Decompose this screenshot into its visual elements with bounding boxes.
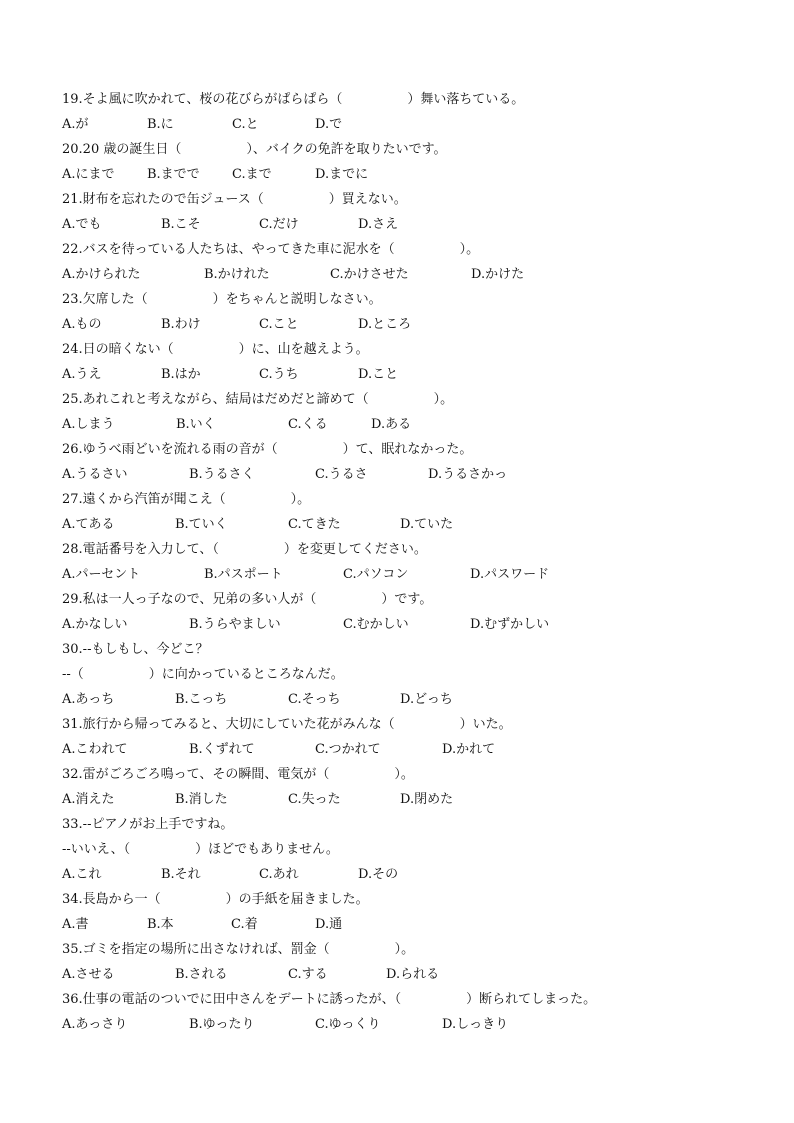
question-stem: 25.あれこれと考えながら、結局はだめだと諦めて（ ）。 xyxy=(62,392,454,407)
answer-option-b: B.パスポート xyxy=(204,567,283,582)
answer-option-a: A.にまで xyxy=(62,167,115,182)
answer-option-a: A.書 xyxy=(62,917,89,932)
answer-option-d: D.むずかしい xyxy=(470,617,550,632)
answer-option-d: D.で xyxy=(315,117,343,132)
answer-options xyxy=(62,317,762,333)
answer-option-b: B.うるさく xyxy=(189,467,255,482)
answer-option-b: B.ゆったり xyxy=(189,1017,255,1032)
answer-options xyxy=(62,417,762,433)
question-stem: 23.欠席した（ ）をちゃんと説明しなさい。 xyxy=(62,292,382,307)
answer-option-c: C.かけさせた xyxy=(330,267,409,282)
answer-option-d: D.ていた xyxy=(400,517,454,532)
answer-option-a: A.かけられた xyxy=(62,267,141,282)
answer-option-b: B.くずれて xyxy=(189,742,255,757)
answer-option-a: A.が xyxy=(62,117,89,132)
answer-option-d: D.しっきり xyxy=(442,1017,509,1032)
answer-option-d: D.こと xyxy=(358,367,399,382)
answer-option-a: A.かなしい xyxy=(62,617,128,632)
answer-option-b: B.うらやましい xyxy=(189,617,281,632)
question-stem: 21.財布を忘れたので缶ジュース（ ）買えない。 xyxy=(62,192,407,207)
answer-option-d: D.どっち xyxy=(400,692,453,707)
answer-option-c: C.と xyxy=(232,117,259,132)
answer-option-c: C.ゆっくり xyxy=(315,1017,381,1032)
question-stem: 20.20 歳の誕生日（ ）、バイクの免許を取りたいです。 xyxy=(62,142,447,157)
answer-options xyxy=(62,867,762,883)
answer-option-b: B.までで xyxy=(147,167,200,182)
answer-option-c: C.する xyxy=(288,967,328,982)
answer-option-c: C.パソコン xyxy=(343,567,409,582)
answer-option-d: D.うるさかっ xyxy=(428,467,508,482)
answer-option-d: D.さえ xyxy=(358,217,399,232)
question-stem: 32.雷がごろごろ鳴って、その瞬間、電気が（ ）。 xyxy=(62,767,414,782)
answer-option-b: B.はか xyxy=(161,367,201,382)
answer-option-c: C.まで xyxy=(232,167,272,182)
answer-option-a: A.あっち xyxy=(62,692,115,707)
answer-option-a: A.しまう xyxy=(62,417,115,432)
question-stem: 34.長島から一（ ）の手紙を届きました。 xyxy=(62,892,369,907)
answer-option-c: C.うち xyxy=(259,367,299,382)
answer-option-c: C.むかしい xyxy=(343,617,409,632)
answer-options xyxy=(62,692,762,708)
answer-options xyxy=(62,367,762,383)
question-stem: 29.私は一人っ子なので、兄弟の多い人が（ ）です。 xyxy=(62,592,433,607)
answer-options xyxy=(62,467,762,483)
answer-options xyxy=(62,792,762,808)
answer-option-a: A.消えた xyxy=(62,792,115,807)
answer-option-c: C.こと xyxy=(259,317,299,332)
answer-option-a: A.これ xyxy=(62,867,102,882)
answer-option-c: C.そっち xyxy=(288,692,341,707)
answer-option-d: D.通 xyxy=(315,917,343,932)
question-stem: 36.仕事の電話のついでに田中さんをデートに誘ったが、（ ）断られてしまった。 xyxy=(62,992,597,1007)
answer-option-b: B.ていく xyxy=(175,517,228,532)
answer-options xyxy=(62,1017,762,1033)
answer-option-a: A.でも xyxy=(62,217,102,232)
question-stem: 24.日の暗くない（ ）に、山を越えよう。 xyxy=(62,342,369,357)
answer-options xyxy=(62,267,762,283)
answer-option-d: D.られる xyxy=(386,967,440,982)
answer-options xyxy=(62,967,762,983)
answer-option-b: B.に xyxy=(147,117,174,132)
answer-option-a: A.てある xyxy=(62,517,115,532)
answer-options xyxy=(62,742,762,758)
question-stem: 19.そよ風に吹かれて、桜の花びらがぱらぱら（ ）舞い落ちている。 xyxy=(62,92,525,107)
answer-option-b: B.本 xyxy=(147,917,174,932)
answer-option-b: B.消した xyxy=(175,792,228,807)
question-stem: 33.--ピアノがお上手ですね。 xyxy=(62,817,234,832)
answer-option-a: A.うえ xyxy=(62,367,102,382)
answer-option-c: C.てきた xyxy=(288,517,341,532)
answer-option-b: B.される xyxy=(175,967,228,982)
answer-option-c: C.うるさ xyxy=(315,467,368,482)
answer-option-c: C.あれ xyxy=(259,867,299,882)
answer-option-a: A.うるさい xyxy=(62,467,128,482)
answer-option-d: D.閉めた xyxy=(400,792,454,807)
answer-options xyxy=(62,217,762,233)
answer-options xyxy=(62,617,762,633)
answer-option-b: B.いく xyxy=(176,417,216,432)
answer-options xyxy=(62,117,762,133)
answer-option-c: C.着 xyxy=(231,917,258,932)
answer-options xyxy=(62,917,762,933)
answer-option-a: A.あっさり xyxy=(62,1017,128,1032)
answer-option-d: D.かれて xyxy=(442,742,496,757)
answer-option-b: B.こそ xyxy=(161,217,201,232)
answer-option-a: A.こわれて xyxy=(62,742,128,757)
question-stem: 30.--もしもし、今どこ？ xyxy=(62,642,209,657)
answer-options xyxy=(62,167,762,183)
question-stem: 27.遠くから汽笛が聞こえ（ ）。 xyxy=(62,492,311,507)
question-stem: 28.電話番号を入力して、（ ）を変更してください。 xyxy=(62,542,427,557)
answer-option-d: D.ところ xyxy=(358,317,412,332)
answer-option-a: A.パーセント xyxy=(62,567,141,582)
question-stem-continued: --（ ）に向かっているところなんだ。 xyxy=(62,667,344,682)
answer-option-a: A.させる xyxy=(62,967,115,982)
answer-option-b: B.わけ xyxy=(161,317,201,332)
answer-option-d: D.かけた xyxy=(471,267,525,282)
answer-options xyxy=(62,517,762,533)
answer-option-c: C.つかれて xyxy=(315,742,381,757)
question-stem: 22.バスを待っている人たちは、やってきた車に泥水を（ ）。 xyxy=(62,242,480,257)
answer-option-b: B.こっち xyxy=(175,692,228,707)
answer-option-a: A.もの xyxy=(62,317,102,332)
answer-option-b: B.それ xyxy=(161,867,201,882)
question-stem: 31.旅行から帰ってみると、大切にしていた花がみんな（ ）いた。 xyxy=(62,717,512,732)
question-stem: 35.ゴミを指定の場所に出さなければ、罰金（ ）。 xyxy=(62,942,415,957)
question-stem-continued: --いいえ、（ ）ほどでもありません。 xyxy=(62,842,339,857)
question-stem: 26.ゆうべ雨どいを流れる雨の音が（ ）て、眠れなかった。 xyxy=(62,442,473,457)
answer-option-c: C.失った xyxy=(288,792,341,807)
answer-option-b: B.かけれた xyxy=(204,267,270,282)
answer-option-d: D.までに xyxy=(315,167,369,182)
answer-option-c: C.だけ xyxy=(259,217,299,232)
answer-option-d: D.ある xyxy=(371,417,412,432)
answer-option-c: C.くる xyxy=(288,417,328,432)
answer-option-d: D.その xyxy=(358,867,399,882)
answer-option-d: D.パスワード xyxy=(470,567,550,582)
answer-options xyxy=(62,567,762,583)
